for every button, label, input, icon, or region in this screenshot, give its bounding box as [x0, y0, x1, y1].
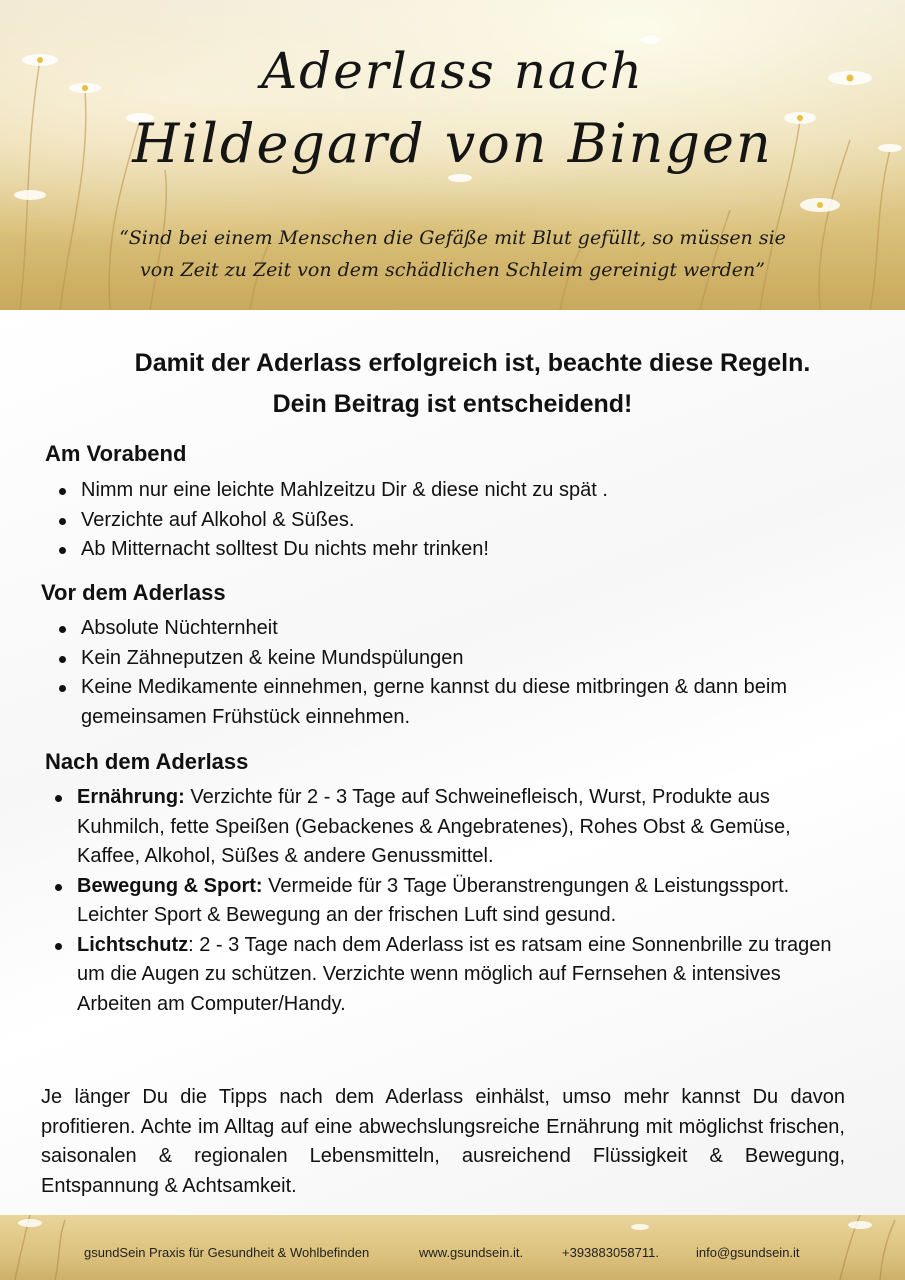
- closing-paragraph: Je länger Du die Tipps nach dem Aderlass einhälst, umso mehr kannst Du davon profitieren. Achte im Alltag auf eine abwechslungsreiche Ernährung mit möglichst frischen, saisonalen & regionalen Lebensmitteln, ausreichend Flüssigkeit & Bewegung, Entspannung & Achtsamkeit.: [41, 1086, 845, 1197]
- hildegard-quote: [40, 222, 865, 286]
- intro-line2: Dein Beitrag ist entscheidend!: [272, 390, 633, 418]
- list-item: [41, 872, 841, 931]
- list-item: Absolute Nüchternheit: [45, 614, 845, 644]
- list-item: Ab Mitternacht solltest Du nichts mehr trinken!: [45, 535, 845, 565]
- list-nach-dem-aderlass: [41, 783, 841, 1019]
- footer-email-link[interactable]: info@gsundsein.it: [696, 1245, 800, 1260]
- document-title-line2: Hildegard von Bingen: [132, 112, 773, 175]
- section-heading-nach-dem-aderlass: Nach dem Aderlass: [45, 749, 249, 774]
- list-item: [41, 783, 841, 872]
- intro-line1: Damit der Aderlass erfolgreich ist, beachte diese Regeln.: [134, 349, 811, 377]
- list-vor-dem-aderlass: [45, 614, 845, 732]
- list-item-label: Bewegung & Sport:: [77, 874, 263, 897]
- list-item-text: : 2 - 3 Tage nach dem Aderlass ist es ratsam eine Sonnenbrille zu tragen um die Augen zu schützen. Verzichte wenn möglich auf Fernsehen & intensives Arbeiten am Computer/Handy.: [77, 933, 832, 1015]
- list-item-label: Ernährung:: [77, 786, 185, 808]
- list-item-label: Lichtschutz: [77, 933, 189, 956]
- footer-banner: [0, 1215, 905, 1280]
- quote-line1: “Sind bei einem Menschen die Gefäße mit Blut gefüllt, so müssen sie: [119, 227, 786, 249]
- list-item: Kein Zähneputzen & keine Mundspülungen: [45, 644, 845, 674]
- list-item: [41, 931, 841, 1020]
- list-item: Nimm nur eine leichte Mahlzeitzu Dir & diese nicht zu spät .: [45, 476, 845, 506]
- list-item: Verzichte auf Alkohol & Süßes.: [45, 506, 845, 536]
- section-heading-vor-dem-aderlass: Vor dem Aderlass: [41, 580, 226, 605]
- list-am-vorabend: [45, 476, 845, 565]
- footer-phone[interactable]: +393883058711.: [562, 1245, 659, 1260]
- list-item-text: Vermeide für 3 Tage Überanstrengungen & Leistungssport. Leichter Sport & Bewegung an der frischen Luft sind gesund.: [77, 874, 790, 926]
- document-title-line1: Aderlass nach: [261, 42, 644, 100]
- list-item: Keine Medikamente einnehmen, gerne kannst du diese mitbringen & dann beim gemeinsamen Frühstück einnehmen.: [45, 673, 845, 732]
- footer-website-link[interactable]: www.gsundsein.it.: [419, 1245, 524, 1260]
- section-heading-am-vorabend: Am Vorabend: [45, 441, 187, 466]
- header-banner: [0, 0, 905, 310]
- list-item-text: Verzichte für 2 - 3 Tage auf Schweinefleisch, Wurst, Produkte aus Kuhmilch, fette Speißen (Gebackenes & Angebratenes), Rohes Obst & Gemüse, Kaffee, Alkohol, Süßes & andere Genussmittel.: [77, 786, 791, 867]
- quote-line2: von Zeit zu Zeit von dem schädlichen Schleim gereinigt werden”: [140, 259, 765, 281]
- footer-practice-name: gsundSein Praxis für Gesundheit & Wohlbefinden: [84, 1245, 370, 1260]
